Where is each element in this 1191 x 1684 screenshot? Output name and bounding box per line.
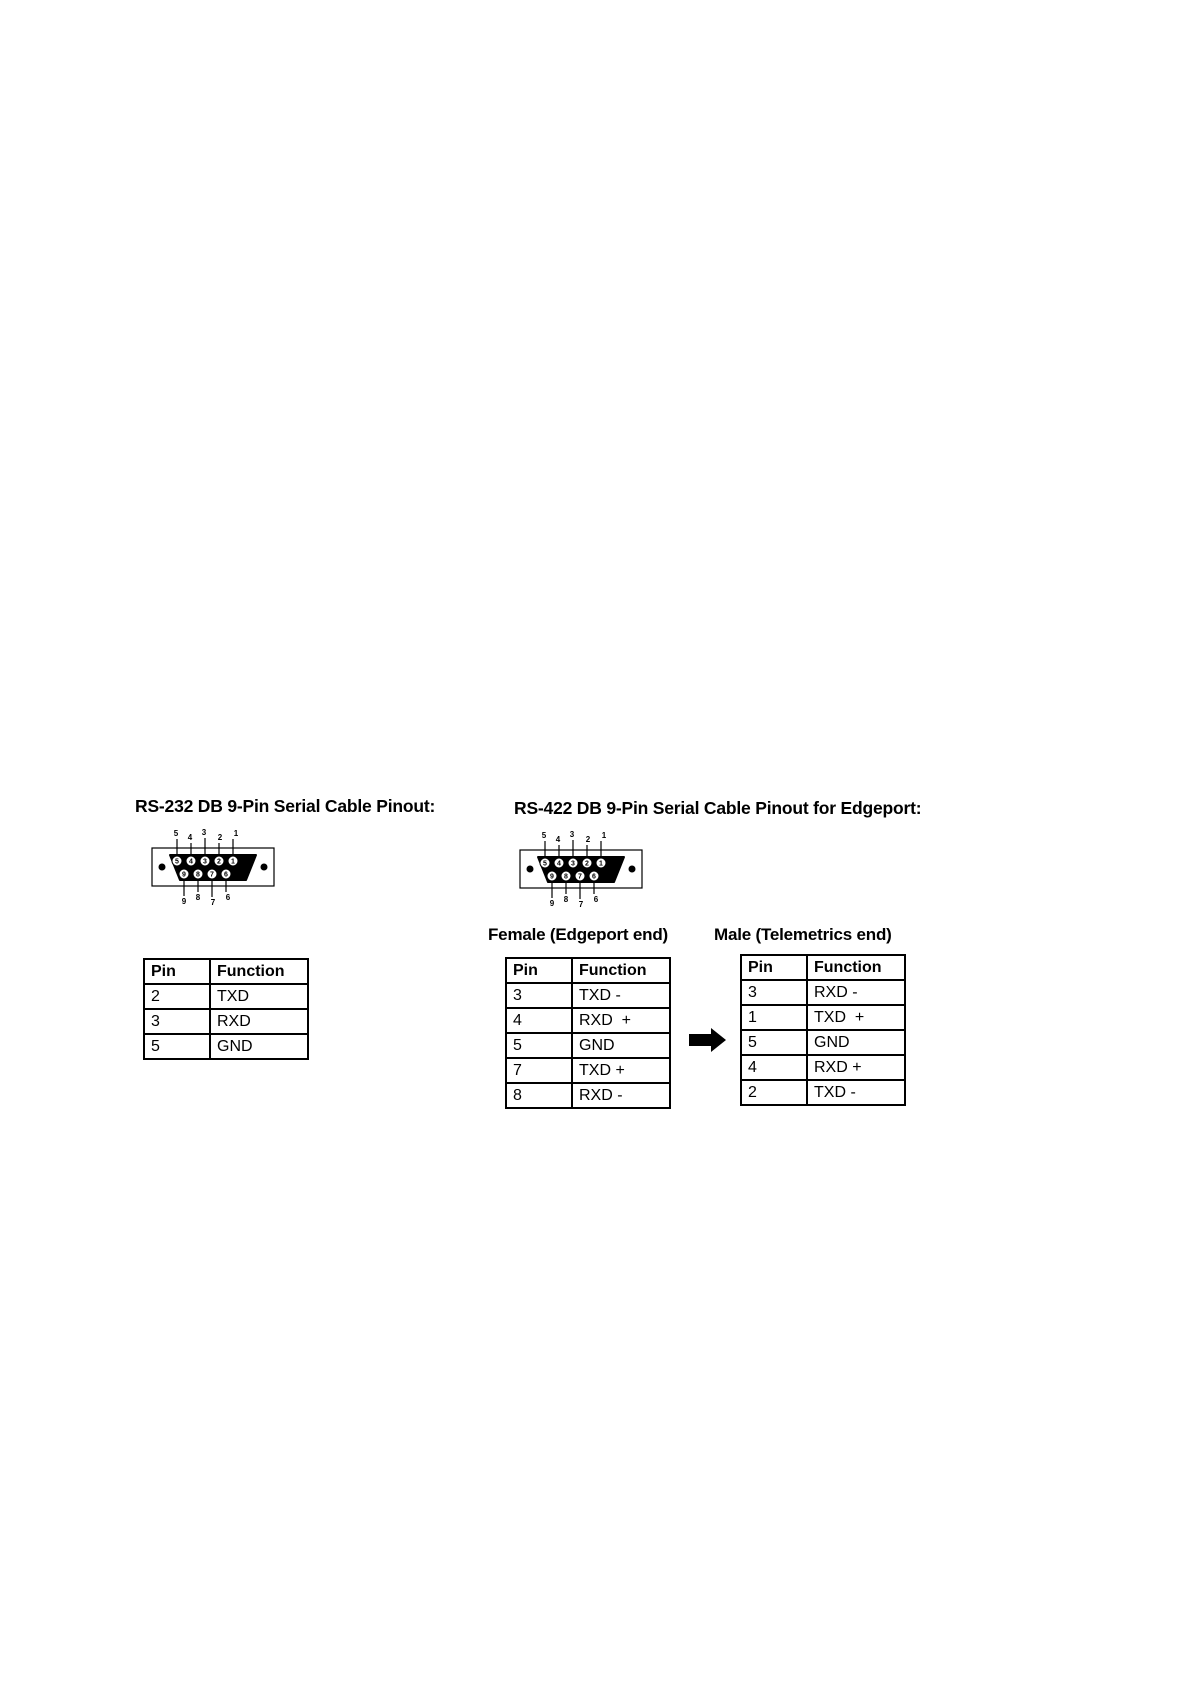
table-header-row bbox=[144, 959, 308, 984]
table-header-row bbox=[506, 958, 670, 983]
svg-text:7: 7 bbox=[578, 873, 582, 881]
female-caption: Female (Edgeport end) bbox=[488, 925, 668, 944]
table-header-row bbox=[741, 955, 905, 980]
function-cell: GND bbox=[572, 1033, 670, 1058]
svg-text:2: 2 bbox=[585, 860, 589, 868]
svg-text:6: 6 bbox=[592, 873, 596, 881]
table-row bbox=[741, 1055, 905, 1080]
rs422-title: RS-422 DB 9-Pin Serial Cable Pinout for Edgeport: bbox=[514, 798, 922, 818]
svg-text:1: 1 bbox=[231, 858, 235, 866]
svg-text:1: 1 bbox=[599, 860, 603, 868]
pin-label: 3 bbox=[201, 828, 207, 837]
function-cell: TXD + bbox=[807, 1005, 905, 1030]
header-function: Function bbox=[210, 959, 308, 984]
svg-text:8: 8 bbox=[564, 873, 568, 881]
svg-text:9: 9 bbox=[182, 871, 186, 879]
function-cell: TXD - bbox=[807, 1080, 905, 1105]
pin-label: 2 bbox=[585, 835, 591, 844]
function-cell: RXD + bbox=[807, 1055, 905, 1080]
table-row bbox=[741, 980, 905, 1005]
svg-text:4: 4 bbox=[557, 860, 561, 868]
function-cell: RXD - bbox=[572, 1083, 670, 1108]
function-cell: GND bbox=[807, 1030, 905, 1055]
pin-label: 9 bbox=[181, 897, 187, 906]
pin-label: 7 bbox=[210, 898, 216, 907]
svg-text:3: 3 bbox=[571, 860, 575, 868]
function-cell: TXD bbox=[210, 984, 308, 1009]
db9-connector-icon bbox=[518, 830, 648, 910]
svg-text:4: 4 bbox=[189, 858, 193, 866]
pin-cell: 8 bbox=[506, 1083, 572, 1108]
pin-label: 1 bbox=[233, 829, 239, 838]
pin-label: 3 bbox=[569, 830, 575, 839]
pin-cell: 4 bbox=[741, 1055, 807, 1080]
pin-label: 7 bbox=[578, 900, 584, 909]
pin-label: 5 bbox=[173, 829, 179, 838]
table-row bbox=[144, 1009, 308, 1034]
function-cell: TXD + bbox=[572, 1058, 670, 1083]
svg-text:3: 3 bbox=[203, 858, 207, 866]
male-caption: Male (Telemetrics end) bbox=[714, 925, 892, 944]
pin-cell: 3 bbox=[144, 1009, 210, 1034]
male-pinout-table bbox=[740, 954, 906, 1106]
pin-cell: 5 bbox=[144, 1034, 210, 1059]
pin-cell: 1 bbox=[741, 1005, 807, 1030]
pin-label: 5 bbox=[541, 831, 547, 840]
function-cell: TXD - bbox=[572, 983, 670, 1008]
pin-label: 6 bbox=[225, 893, 231, 902]
db9-connector-icon bbox=[150, 828, 280, 908]
female-pinout-table bbox=[505, 957, 671, 1109]
svg-text:7: 7 bbox=[210, 871, 214, 879]
header-pin: Pin bbox=[144, 959, 210, 984]
table-row bbox=[506, 1058, 670, 1083]
pin-label: 6 bbox=[593, 895, 599, 904]
svg-text:6: 6 bbox=[224, 871, 228, 879]
pin-label: 9 bbox=[549, 899, 555, 908]
header-function: Function bbox=[572, 958, 670, 983]
header-pin: Pin bbox=[506, 958, 572, 983]
table-row bbox=[506, 1083, 670, 1108]
svg-text:5: 5 bbox=[543, 860, 547, 868]
function-cell: GND bbox=[210, 1034, 308, 1059]
pin-cell: 2 bbox=[741, 1080, 807, 1105]
pin-label: 8 bbox=[563, 895, 569, 904]
table-row bbox=[741, 1030, 905, 1055]
function-cell: RXD + bbox=[572, 1008, 670, 1033]
table-row bbox=[741, 1005, 905, 1030]
table-row bbox=[144, 1034, 308, 1059]
function-cell: RXD bbox=[210, 1009, 308, 1034]
right-arrow-icon bbox=[689, 1028, 727, 1052]
svg-text:2: 2 bbox=[217, 858, 221, 866]
pin-label: 1 bbox=[601, 831, 607, 840]
pin-label: 4 bbox=[187, 833, 193, 842]
function-cell: RXD - bbox=[807, 980, 905, 1005]
pin-cell: 2 bbox=[144, 984, 210, 1009]
pin-label: 4 bbox=[555, 835, 561, 844]
pin-cell: 5 bbox=[506, 1033, 572, 1058]
svg-text:9: 9 bbox=[550, 873, 554, 881]
table-row bbox=[506, 1008, 670, 1033]
header-function: Function bbox=[807, 955, 905, 980]
rs232-pinout-table bbox=[143, 958, 309, 1060]
table-row bbox=[506, 983, 670, 1008]
table-row bbox=[506, 1033, 670, 1058]
pin-label: 8 bbox=[195, 893, 201, 902]
svg-text:8: 8 bbox=[196, 871, 200, 879]
pin-cell: 5 bbox=[741, 1030, 807, 1055]
pin-label: 2 bbox=[217, 833, 223, 842]
header-pin: Pin bbox=[741, 955, 807, 980]
pin-cell: 7 bbox=[506, 1058, 572, 1083]
pin-cell: 3 bbox=[741, 980, 807, 1005]
rs232-title: RS-232 DB 9-Pin Serial Cable Pinout: bbox=[135, 796, 436, 816]
table-row bbox=[741, 1080, 905, 1105]
svg-text:5: 5 bbox=[175, 858, 179, 866]
pin-cell: 4 bbox=[506, 1008, 572, 1033]
table-row bbox=[144, 984, 308, 1009]
pin-cell: 3 bbox=[506, 983, 572, 1008]
